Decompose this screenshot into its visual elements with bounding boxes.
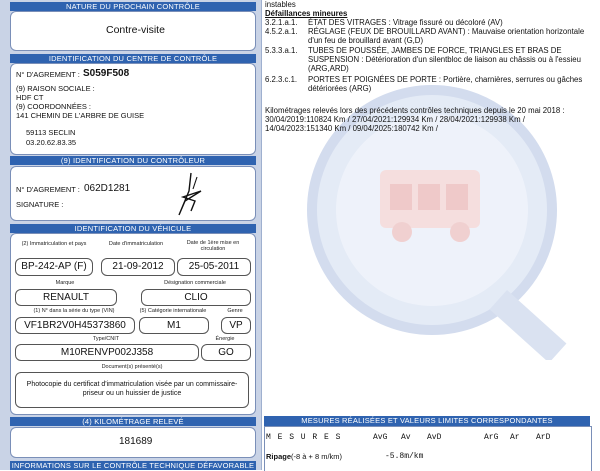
energie-value: GO [201, 344, 251, 361]
signature-label: SIGNATURE : [16, 200, 64, 209]
controleur-panel [10, 166, 256, 221]
km-history-line2: 14/04/2023:151340 Km / 09/04/2025:180742 Km / [265, 124, 438, 133]
nature-panel [10, 11, 256, 51]
coord-line2: 59113 SECLIN [26, 128, 76, 137]
infos-header: INFORMATIONS SUR LE CONTRÔLE TECHNIQUE DÉFAVORABLE [11, 461, 255, 470]
defaillance-code: 3.2.1.a.1. [265, 18, 298, 27]
instables-text: instables [265, 0, 296, 9]
documents-caption: Document(s) présenté(s) [101, 364, 163, 370]
date-immat-value: 21-09-2012 [101, 258, 175, 276]
defaillance-text: PORTES ET POIGNÉES DE PORTE : Portière, charnières, serrures ou gâches détériorées (ARG) [308, 75, 583, 93]
centre-agrement-value: S059F508 [83, 68, 130, 79]
vin-value: VF1BR2V0H45373860 [15, 317, 135, 334]
controleur-agrement-value: 062D1281 [84, 183, 131, 194]
defaillance-text: RÉGLAGE (FEUX DE BROUILLARD AVANT) : Mauvaise orientation horizontale d'un feu de brouillard avant (G,D) [308, 27, 585, 45]
nature-value: Contre-visite [106, 24, 165, 36]
controleur-agrement-label: N° D'AGREMENT : [16, 185, 80, 194]
designation-caption: Désignation commerciale [164, 280, 226, 286]
immat-value: BP-242-AP (F) [15, 258, 93, 276]
mesures-label: M E S U R E S [266, 433, 342, 442]
defaillance-code: 4.5.2.a.1. [265, 27, 298, 36]
defaillance-item [265, 18, 590, 27]
categorie-value: M1 [139, 317, 209, 334]
raison-value: HDF CT [16, 93, 44, 102]
km-value: 181689 [119, 436, 153, 447]
defaillance-code: 6.2.3.c.1. [265, 75, 298, 84]
date-first-caption: Date de 1ère mise en circulation [186, 240, 240, 252]
defaillances-title: Défaillances mineures [265, 9, 348, 18]
defaillance-code: 5.3.3.a.1. [265, 46, 298, 55]
raison-label: (9) RAISON SOCIALE : [16, 84, 95, 93]
categorie-caption: (5) Catégorie internationale [139, 308, 207, 314]
documents-value: Photocopie du certificat d'immatriculation visée par un commissaire-priseur ou un huissier de justice [15, 372, 249, 408]
type-value: M10RENVP002J358 [15, 344, 199, 361]
mesures-header: MESURES RÉALISÉES ET VALEURS LIMITES CORRESPONDANTES [264, 416, 590, 426]
km-history-line1: 30/04/2019:110824 Km / 27/04/2021:129934 Km / 28/04/2021:129938 Km / [265, 115, 525, 124]
ripage-label: Ripage [266, 452, 292, 461]
coord-label: (9) COORDONNÉES : [16, 102, 92, 111]
defaillance-item [265, 27, 590, 45]
col-ar: Ar [510, 433, 520, 442]
ripage-value: -5.8m/km [385, 452, 424, 461]
type-caption: Type/CNIT [92, 336, 120, 342]
controleur-header: (9) IDENTIFICATION DU CONTRÔLEUR [10, 156, 256, 165]
column-divider [261, 0, 262, 470]
energie-caption: Énergie [215, 336, 235, 342]
immat-caption: (2) Immatriculation et pays [21, 241, 87, 247]
marque-value: RENAULT [15, 289, 117, 306]
genre-value: VP [221, 317, 251, 334]
nature-header: NATURE DU PROCHAIN CONTRÔLE [10, 2, 256, 11]
vehicule-panel [10, 233, 256, 415]
watermark-emblem [272, 60, 590, 360]
col-avg: AvG [373, 433, 388, 442]
col-ard: ArD [536, 433, 551, 442]
vin-caption: (1) N° dans la série du type (VIN) [33, 308, 115, 314]
defaillance-text: ÉTAT DES VITRAGES : Vitrage fissuré ou décoloré (AV) [308, 18, 503, 27]
genre-caption: Genre [227, 308, 243, 314]
marque-caption: Marque [55, 280, 75, 286]
km-header: (4) KILOMÉTRAGE RELEVÉ [10, 417, 256, 426]
centre-panel [10, 63, 256, 155]
date-first-value: 25-05-2011 [177, 258, 251, 276]
centre-header: IDENTIFICATION DU CENTRE DE CONTRÔLE [10, 54, 256, 63]
defaillance-text: TUBES DE POUSSÉE, JAMBES DE FORCE, TRIANGLES ET BRAS DE SUSPENSION : Détérioration d'un silentbloc de liaison au châssis ou à l'essieu (ARG,ARD) [308, 46, 581, 73]
col-arg: ArG [484, 433, 499, 442]
designation-value: CLIO [141, 289, 251, 306]
coord-line3: 03.20.62.83.35 [26, 138, 77, 147]
coord-line1: 141 CHEMIN DE L'ARBRE DE GUISE [16, 111, 145, 120]
km-panel [10, 427, 256, 458]
defaillance-item [265, 75, 590, 93]
col-avd: AvD [427, 433, 442, 442]
signature-image [161, 171, 211, 219]
date-immat-caption: Date d'immatriculation [108, 241, 164, 247]
defaillance-item [265, 46, 590, 73]
ripage-range: (-8 à + 8 m/km) [291, 452, 343, 461]
km-history-intro: Kilométrages relevés lors des précédents contrôles techniques depuis le 20 mai 2018 : [265, 106, 565, 115]
col-av: Av [401, 433, 411, 442]
centre-agrement-label: N° D'AGREMENT : [16, 70, 80, 79]
vehicule-header: IDENTIFICATION DU VÉHICULE [10, 224, 256, 233]
